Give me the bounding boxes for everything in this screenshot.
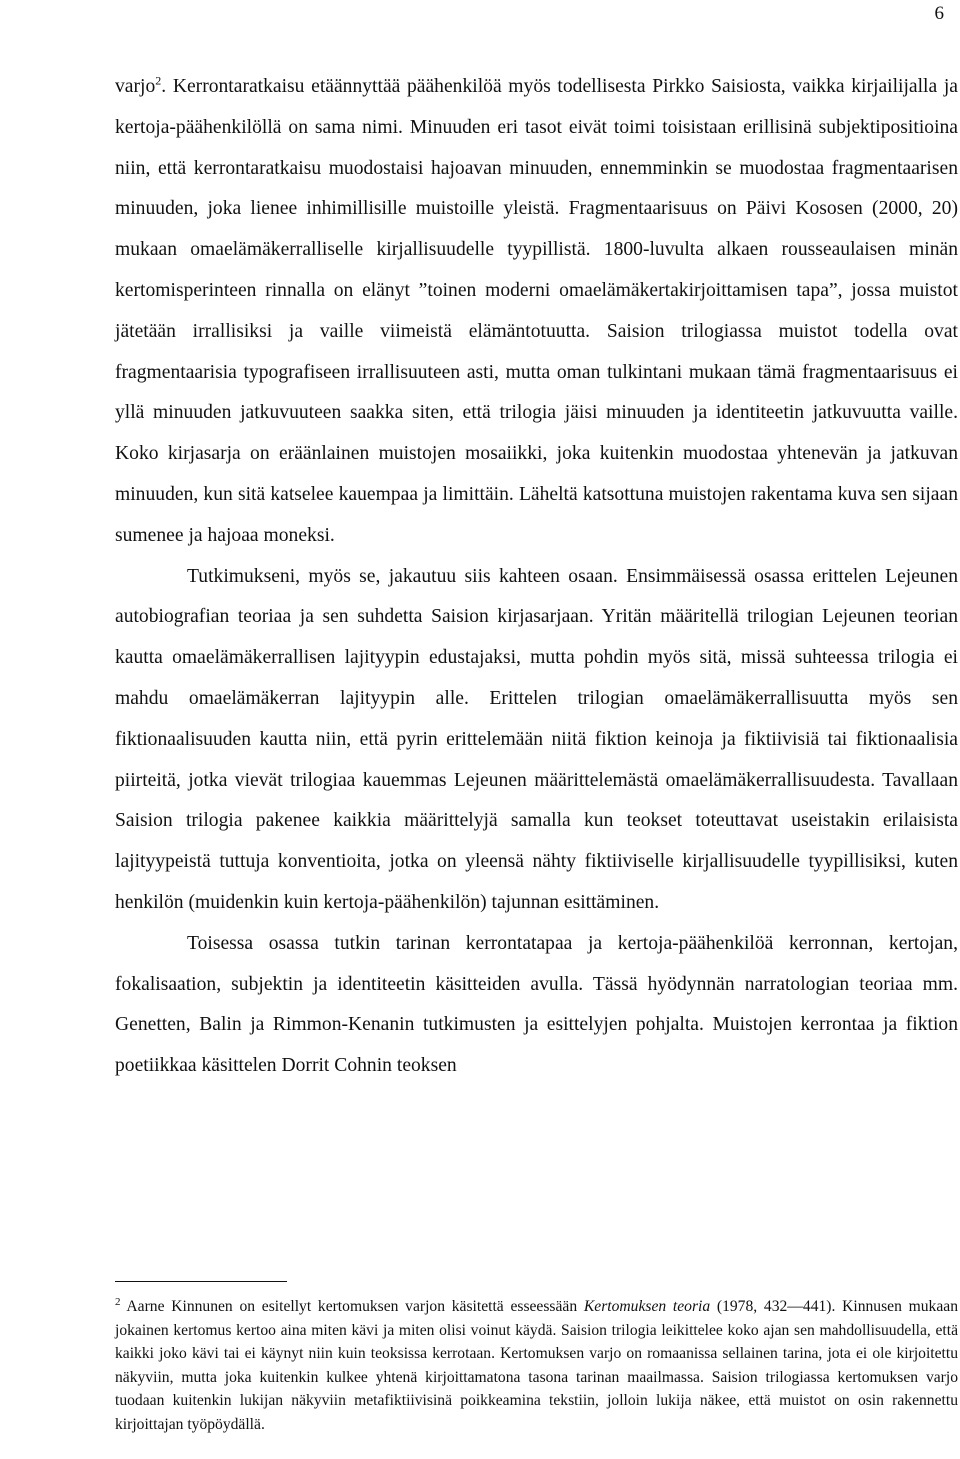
footnote-text-rest: (1978, 432—441). Kinnusen mukaan jokainen kertomus kertoo aina miten kävi ja miten olisi voinut käydä. Saision trilogia leikittelee koko ajan sen mahdollisuudella, että kaikki joko kävi tai ei käynyt niin kuin teoksissa kerrotaan. Kertomuksen varjo on romaanissa sellainen tarina, jota ei ole kirjoitettu näkyviin, mutta joka kuitenkin kulkee yhtenä kirjoittamatona tasona tarinan maailmassa. Saision trilogiassa kertomuksen varjo tuodaan kuitenkin lukijan näkyviin metafiktiivisinä poikkeamina tekstiin, jolloin lukija näkee, että muistot on osin rakennettu kirjoittajan työpöydällä. [115, 1298, 958, 1433]
footnote [115, 1295, 958, 1437]
page-number: 6 [934, 3, 944, 24]
paragraph-2: Tutkimukseni, myös se, jakautuu siis kahteen osaan. Ensimmäisessä osassa erittelen Lejeunen autobiografian teoriaa ja sen suhdetta Saision kirjasarjaan. Yritän määritellä trilogian Lejeunen teorian kautta omaelämäkerrallisen lajityypin edustajaksi, mutta pohdin myös sitä, missä suhteessa trilogia ei mahdu omaelämäkerran lajityypin alle. Erittelen trilogian omaelämäkerrallisuutta myös sen fiktionaalisuuden kautta niin, että pyrin erittelemään niitä fiktion keinoja ja fiktiivisiä tai fiktionaalisia piirteitä, jotka vievät trilogiaa kauemmas Lejeunen määrittelemästä omaelämäkerrallisuudesta. Tavallaan Saision trilogia pakenee kaikkia määrittelyjä samalla kun teokset toteuttavat useistakin erilaisista lajityypeistä tuttuja konventioita, jotka on yleensä nähty fiktiiviselle kirjallisuudelle tyypillisiksi, kuten henkilön (muidenkin kuin kertoja-päähenkilön) tajunnan esittäminen. [115, 565, 958, 913]
footnote-separator [115, 1281, 287, 1282]
footnote-book-title: Kertomuksen teoria [583, 1298, 711, 1315]
footnote-text-start: Aarne Kinnunen on esitellyt kertomuksen varjon käsitettä esseessään [126, 1298, 584, 1315]
paragraph-3: Toisessa osassa tutkin tarinan kerrontatapaa ja kertoja-päähenkilöä kerronnan, kertojan, fokalisaation, subjektin ja identiteetin käsitteiden avulla. Tässä hyödynnän narratologian teoriaa mm. Genetten, Balin ja Rimmon-Kenanin tutkimusten ja esittelyjen pohjalta. Muistojen kerrontaa ja fiktion poetiikkaa käsittelen Dorrit Cohnin teoksen [115, 932, 958, 1077]
footnote-number: 2 [115, 1295, 121, 1308]
footnote-text [115, 1295, 958, 1437]
footnote-reference[interactable]: 2 [155, 73, 162, 88]
body-text [115, 67, 958, 1087]
paragraph-1-start: varjo [115, 76, 156, 97]
paragraph-1-rest: . Kerrontaratkaisu etäännyttää päähenkilöä myös todellisesta Pirkko Saisiosta, vaikka kirjailijalla ja kertoja-päähenkilöllä on sama nimi. Minuuden eri tasot eivät toimi toisistaan erillisinä subjektipositioina niin, että kerrontaratkaisu muodostaisi hajoavan minuuden, ennemminkin se muodostaa fragmentaarisen minuuden, joka lienee inhimillisille muistoille yleistä. Fragmentaarisuus on Päivi Kososen (2000, 20) mukaan omaelämäkerralliselle kirjallisuudelle tyypillistä. 1800-luvulta alkaen rousseaulaisen minän kertomisperinteen rinnalla on elänyt ”toinen moderni omaelämäkertakirjoittamisen tapa”, jossa muistot jätetään irrallisiksi ja vaille viimeistä elämäntotuutta. Saision trilogiassa muistot todella ovat fragmentaarisia typografiseen irrallisuuteen asti, mutta oman tulkintani mukaan tämä fragmentaarisuus ei yllä minuuden jatkuvuuteen saakka siten, että trilogia jäisi minuuden ja identiteetin jatkuvuutta vaille. Koko kirjasarja on eräänlainen muistojen mosaiikki, joka kuitenkin muodostaa yhtenevän ja jatkuvan minuuden, kun sitä katselee kauempaa ja limittäin. Läheltä katsottuna muistojen rakentama kuva sen sijaan sumenee ja hajoaa moneksi. [115, 76, 958, 546]
paragraph-1 [115, 67, 958, 557]
